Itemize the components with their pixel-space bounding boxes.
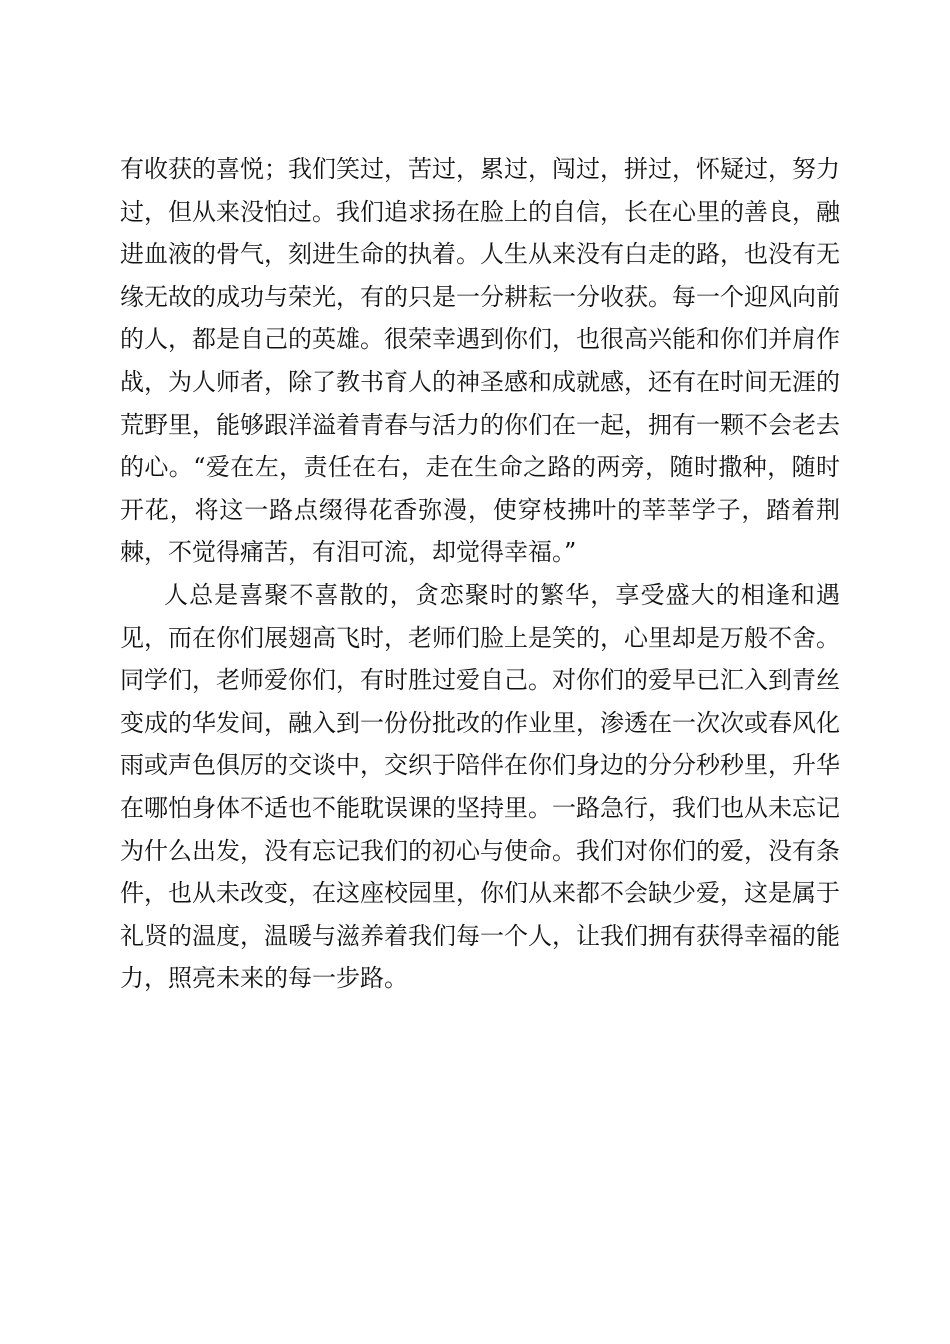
paragraph-continuation: 有收获的喜悦；我们笑过，苦过，累过，闯过，拼过，怀疑过，努力过，但从来没怕过。我们追求扬在脸上的自信，长在心里的善良，融进血液的骨气，刻进生命的执着。人生从来没有白走的路，也没有无缘无故的成功与荣光，有的只是一分耕耘一分收获。每一个迎风向前的人，都是自己的英雄。很荣幸遇到你们，也很高兴能和你们并肩作战，为人师者，除了教书育人的神圣感和成就感，还有在时间无涯的荒野里，能够跟洋溢着青春与活力的你们在一起，拥有一颗不会老去的心。“爱在左，责任在右，走在生命之路的两旁，随时撒种，随时开花，将这一路点缀得花香弥漫，使穿枝拂叶的莘莘学子，踏着荆棘，不觉得痛苦，有泪可流，却觉得幸福。” bbox=[120, 155, 840, 567]
document-body bbox=[120, 148, 840, 1000]
paragraph-teachers-love: 人总是喜聚不喜散的，贪恋聚时的繁华，享受盛大的相逢和遇见，而在你们展翅高飞时，老师们脸上是笑的，心里却是万般不舍。同学们，老师爱你们，有时胜过爱自己。对你们的爱早已汇入到青丝变成的华发间，融入到一份份批改的作业里，渗透在一次次或春风化雨或声色俱厉的交谈中，交织于陪伴在你们身边的分分秒秒里，升华在哪怕身体不适也不能耽误课的坚持里。一路急行，我们也从未忘记为什么出发，没有忘记我们的初心与使命。我们对你们的爱，没有条件，也从未改变，在这座校园里，你们从来都不会缺少爱，这是属于礼贤的温度，温暖与滋养着我们每一个人，让我们拥有获得幸福的能力，照亮未来的每一步路。 bbox=[120, 580, 840, 993]
